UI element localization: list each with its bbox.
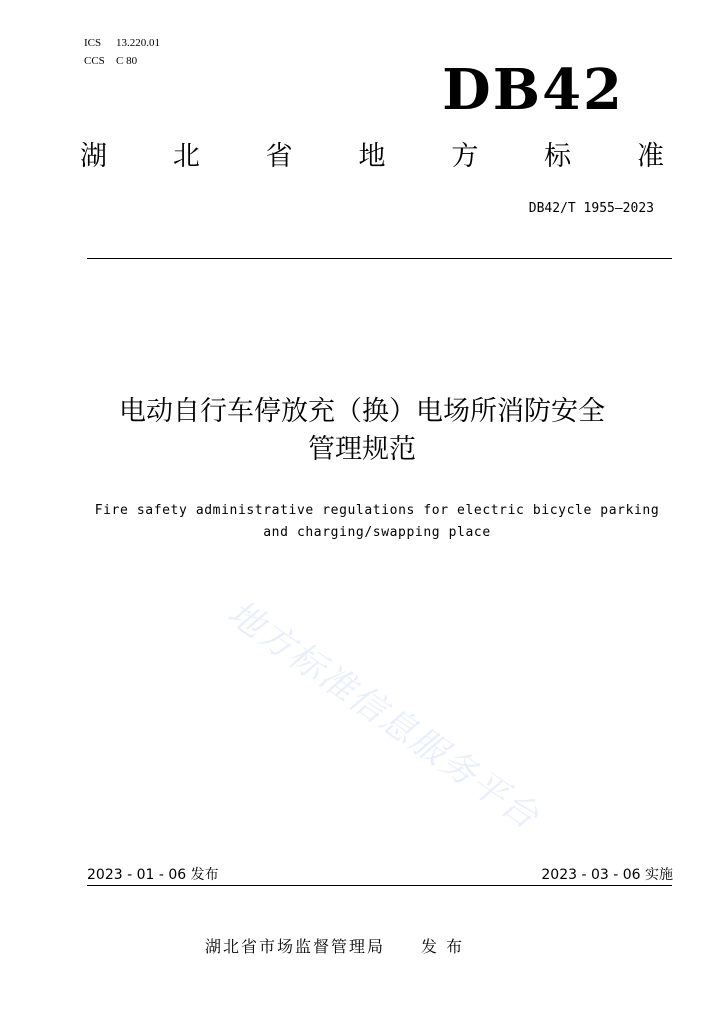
english-title-line: and charging/swapping place <box>263 525 491 540</box>
chinese-title-line: 电动自行车停放充（换）电场所消防安全 <box>119 396 605 427</box>
publisher-name: 湖北省市场监督管理局 <box>205 937 386 956</box>
issuer-char: 湖 <box>80 141 107 172</box>
top-divider <box>87 258 672 259</box>
standard-logo: DB42 <box>442 57 624 123</box>
english-title <box>60 500 694 544</box>
english-title-line: Fire safety administrative regulations for electric bicycle parking <box>94 503 660 518</box>
issue-date: 2023 - 01 - 06 发布 <box>87 867 219 883</box>
publisher-action: 发 布 <box>421 937 465 956</box>
issuer-heading <box>80 140 664 174</box>
watermark: 地方标准信息服务平台 <box>220 592 547 838</box>
ics-value: 13.220.01 <box>116 37 160 49</box>
issuer-char: 准 <box>636 141 664 172</box>
publisher-line <box>205 934 464 957</box>
ccs-code <box>84 55 137 68</box>
issuer-char: 省 <box>265 141 293 172</box>
ccs-label: CCS <box>84 55 105 67</box>
issuer-char: 方 <box>451 141 479 172</box>
chinese-title-line: 管理规范 <box>308 434 416 465</box>
ics-label: ICS <box>84 37 102 49</box>
chinese-title <box>60 393 664 469</box>
ccs-value: C 80 <box>116 55 138 67</box>
issuer-char: 地 <box>358 141 386 172</box>
standard-number: DB42/T 1955—2023 <box>528 201 654 216</box>
ics-code <box>84 37 160 50</box>
issuer-char: 北 <box>172 141 200 172</box>
effective-date: 2023 - 03 - 06 实施 <box>541 867 673 883</box>
issuer-char: 标 <box>544 141 572 172</box>
bottom-divider <box>87 885 672 886</box>
